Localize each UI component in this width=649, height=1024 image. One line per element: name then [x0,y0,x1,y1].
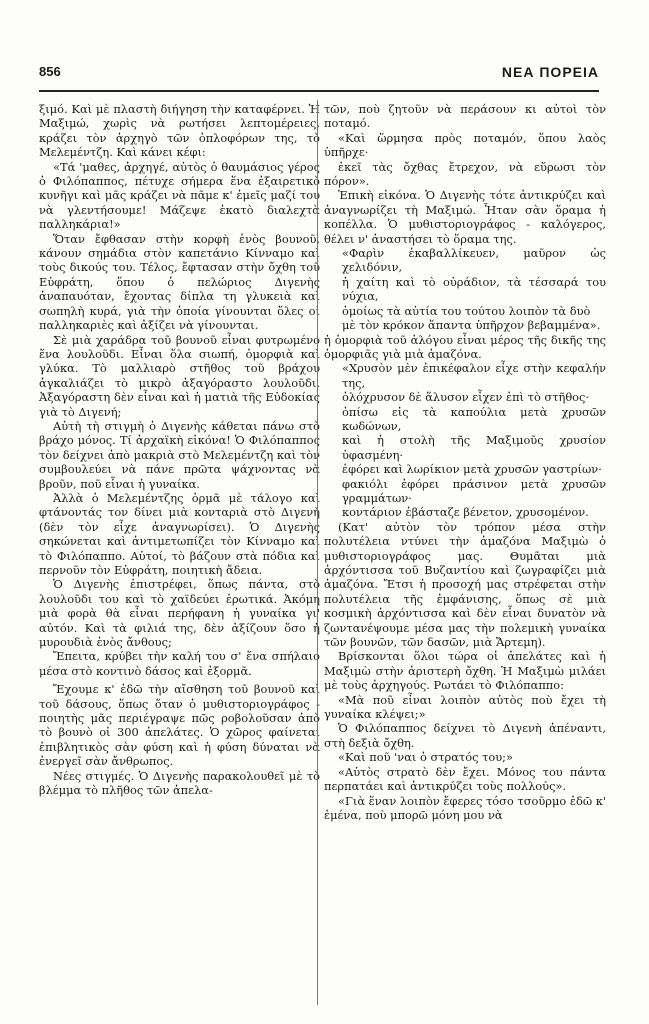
paragraph: Ἀλλὰ ὁ Μελεμέντζης ὁρμᾶ μὲ τάλογο καὶ φτάνοντάς τον δίνει μιὰ κονταριὰ στὸ Διγενὴ (δὲν τὸν εἶχε ἀναγνωρίσει). Ὁ Διγενὴς σηκώνεται καὶ ἀντιμετωπίζει τὸν Κίνναμο καὶ τὸ Φιλόπαππο. Αὐτοί, τὸ βάζουν στὰ πόδια καὶ περνοῦν τὸν Εὐφράτη, ποιητικὴ ἄδεια. [39,490,320,577]
verse-line: ἐφόρει καὶ λωρίκιον μετὰ χρυσῶν γαστρίων· [342,462,602,477]
verse-line: ἐκεῖ τὰς ὄχθας ἔτρεχον, νὰ εὕρωσι τὸν πόρον». [324,159,606,189]
verse-line: «Καὶ ὥρμησα πρὸς ποταμόν, ὅπου λαὸς ὑπῆρχε· [324,130,606,160]
verse-line: ὁμοίως τὰ αὐτία του τούτου λοιπὸν τὰ δυὸ [342,303,591,318]
verse-line: καὶ ἡ στολὴ τῆς Μαξιμοῦς χρυσίον ὑφασμένη· [342,433,606,462]
paragraph: τῶν, ποὺ ζητοῦν νὰ περάσουν κι αὐτοὶ τὸν ποταμό. [324,102,606,131]
journal-title: ΝΕΑ ΠΟΡΕΙΑ [501,64,599,80]
paragraph: Αὐτὴ τὴ στιγμὴ ὁ Διγενὴς κάθεται πάνω στὸ βράχο μόνος. Τί ἀρχαϊκὴ εἰκόνα! Ὁ Φιλόπαππος τὸν δείχνει ἀπὸ μακριὰ στὸ Μελεμέντζη καὶ τὸν συμβουλεύει νὰ πάνε πρῶτα ψάχνοντας νὰ βροῦν, ποῦ εἶναι ἡ γυναίκα. [39,418,320,491]
dialogue-line: «Καὶ ποῦ 'ναι ὁ στρατός του;» [338,750,513,765]
paragraph: Νέες στιγμές. Ὁ Διγενὴς παρακολουθεῖ μὲ τὸ βλέμμα τὸ πλῆθος τῶν ἀπελα- [39,768,320,798]
page-number: 856 [39,64,61,79]
column-divider [317,100,318,1005]
dialogue-line: «Μὰ ποῦ εἶναι λοιπὸν αὐτὸς ποὺ ἔχει τὴ γυναίκα κλέψει;» [324,692,606,722]
paragraph: (Κατ' αὐτὸν τὸν τρόπον μέσα στὴν πολυτέλεια ντύνει τὴν ἀμαζόνα Μαξιμὼ ὁ μυθιστοριογράφος μας. Θυμᾶται μιὰ ἀρχόντισσα τοῦ Βυζαντίου καὶ ζωγραφίζει μιὰ ἀμαζόνα. Ἔτσι ἡ προσοχή μας στρέφεται στὴν πολυτέλεια τῆς ἐμφάνισης, ὅπως σὲ μιὰ κοσμικὴ ἀρχόντισσα καὶ δὲν εἶναι δυνατὸν νὰ ζωντανέψουμε μέσα μας τὴν πολεμικὴ γυναίκα τῶν βουνῶν, τῶν δασῶν, μιὰ Ἄρτεμη). [324,519,606,650]
quote-paragraph: «Τά 'μαθες, ἀρχηγέ, αὐτὸς ὁ θαυμάσιος γέρος ὁ Φιλόπαππος, πέτυχε σήμερα ἕνα ἐξαιρετικὸ κυνῆγι καὶ μᾶς κράζει νὰ πᾶμε κ' ἐμεῖς μαζί του νὰ γλεντήσουμε! Μάζεψε ἑκατὸ διαλεχτὰ παλληκάρια!» [39,159,320,232]
paragraph: Ἐπικὴ εἰκόνα. Ὁ Διγενὴς τότε ἀντικρύζει καὶ ἀναγνωρίζει τὴ Μαξιμώ. Ἦταν σὰν ὅραμα ἡ κοπέλλα. Ὁ μυθιστοριογράφος - καλόγερος, θέλει ν' ἀναστήσει τὸ ὅραμα της. [324,188,606,246]
verse-line: ὀπίσω εἰς τὰ καπούλια μετὰ χρυσῶν κωδώνων, [342,404,606,433]
dialogue-line: «Αὐτὸς στρατὸ δὲν ἔχει. Μόνος του πάντα περπατάει καὶ ἀντικρύζει τοὺς πολλούς». [324,764,606,794]
verse-line: ἡ χαίτη καὶ τὸ οὐράδιον, τὰ τέσσαρά του νύχια, [342,274,606,304]
verse-line: μὲ τὸν κρόκον ἅπαντα ὑπῆρχον βεβαμμένα». [342,318,601,333]
paragraph: ξιμό. Καὶ μὲ πλαστὴ διήγηση τὴν καταφέρνει. Ἡ Μαξιμώ, χωρὶς νὰ ρωτήσει λεπτομέρειες, κράζει τὸν ἀρχηγὸ τῶν ὁπλοφόρων της, τὸ Μελεμέντζη. Καὶ κάνει κέφι: [39,102,320,160]
verse-line: ὁλόχρυσον δὲ ἅλυσον εἶχεν ἐπὶ τὸ στῆθος· [342,390,590,405]
paragraph: Βρίσκονται ὅλοι τώρα οἱ ἀπελάτες καὶ ἡ Μαξιμὼ στὴν ἀριστερὴ ὄχθη. Ἡ Μαξιμὼ μιλάει μὲ τοὺς ἀρχηγούς. Ρωτάει τὸ Φιλόπαππο: [324,649,606,693]
verse-line: κοντάριον ἐβάσταζε βένετον, χρυσομένον. [342,505,589,520]
paragraph: ἡ ὁμορφιὰ τοῦ ἀλόγου εἶναι μέρος τῆς δικῆς της ὁμορφιᾶς γιὰ μιὰ ἀμαζόνα. [324,332,606,361]
left-column [39,102,320,798]
paragraph: Σὲ μιὰ χαράδρα τοῦ βουνοῦ εἶναι φυτρωμένο ἕνα λουλοῦδι. Εἶναι ὅλα σιωπή, ὁμορφιὰ καὶ γλύκα. Τὸ μαλλιαρὸ στῆθος τοῦ βράχου ἀγκαλιάζει τὸ μικρὸ ἀξαγόραστο λουλοῦδι. Ἀξαγόραστη δὲν εἶναι καὶ ἡ ματιὰ τῆς Εὐδοκίας γιὰ τὸ Διγενή; [39,332,320,419]
paragraph: Ὅταν ἔφθασαν στὴν κορφὴ ἑνὸς βουνοῦ, κάνουν σημάδια στὸν καπετάνιο Κίνναμο καὶ τοὺς δικούς του. Τέλος, ἔφτασαν στὴν ὄχθη τοῦ Εὐφράτη, ὅπου ὁ πελώριος Διγενὴς ἀναπαυόταν, ἔχοντας δίπλα τη γλυκειὰ καὶ σωπηλὴ κυρά, γιὰ τὴν ὁποία γίνουνται ὅλες οἱ παλληκαριὲς καὶ ἀξίζει νὰ γίνουνται. [39,231,320,333]
paragraph: Ὁ Διγενὴς ἐπιστρέφει, ὅπως πάντα, στὸ λουλοῦδι του καὶ τὸ χαϊδεύει ἐρωτικά. Ἀκόμη μιὰ φορὰ θὰ εἶναι περήφανη ἡ γυναίκα γι' αὐτόν. Καὶ τὰ φιλιά της, δὲν ἀξίζουν ὅσο ἡ μυρουδιὰ ἑνὸς ἄνθους; [39,577,320,650]
right-column [324,102,606,822]
paragraph: Ἔπειτα, κρύβει τὴν καλή του σ' ἕνα σπήλαιο μέσα στὸ κοντινὸ δάσος καὶ ἐξορμᾶ. [39,649,320,678]
verse-line: «Χρυσὸν μὲν ἐπικέφαλον εἶχε στὴν κεφαλήν της, [342,361,606,390]
header-rule [39,90,599,92]
dialogue-line: Ὁ Φιλόπαππος δείχνει τὸ Διγενὴ ἀπέναντι, στὴ δεξιὰ ὄχθη. [324,721,606,750]
paragraph: Ἔχουμε κ' ἐδῶ τὴν αἴσθηση τοῦ βουνοῦ καὶ τοῦ δάσους, ὅπως ὅταν ὁ μυθιστοριογράφος - ποιητὴς μᾶς περιέγραψε πῶς ροβολοῦσαν ἀπὸ τὸ βουνὸ οἱ 300 ἀπελάτες. Ὁ χῶρος φαίνεται ἐπιβλητικὸς σὰν φύση καὶ ἡ φύση δύναται νὰ ἐνεργεῖ σὰν ἄνθρωπος. [39,682,320,769]
dialogue-line: «Γιὰ ἕναν λοιπὸν ἔφερες τόσο τσοῦρμο ἐδῶ κ' ἐμένα, ποὺ μπορῶ μόνη μου νὰ [324,793,606,822]
verse-line: «Φαρὶν ἐκαβαλλίκευεν, μαῦρον ὡς χελιδόνιν, [342,246,606,275]
verse-line: φακιόλι ἐφόρει πράσινον μετὰ χρυσῶν γραμμάτων· [342,476,606,505]
